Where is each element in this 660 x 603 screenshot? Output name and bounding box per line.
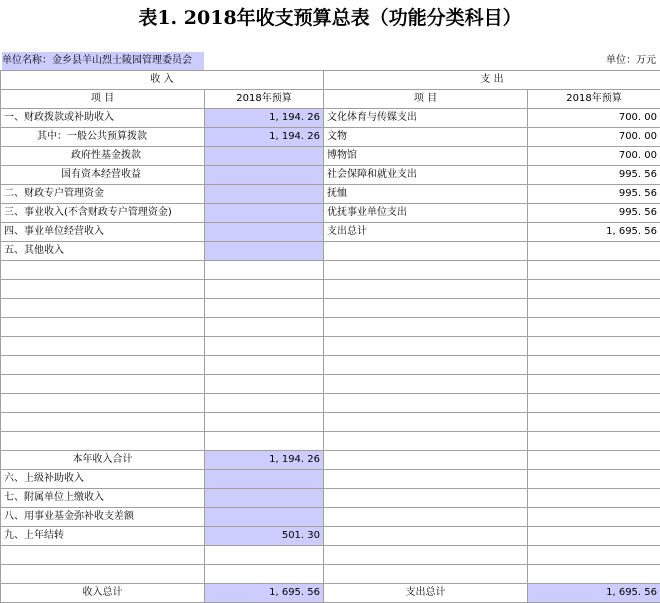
income-item-cell[interactable]: 九、上年结转 (1, 527, 205, 546)
empty-cell[interactable] (324, 318, 528, 337)
empty-cell[interactable] (1, 299, 205, 318)
section-header-row (1, 71, 660, 90)
table-row (1, 508, 660, 527)
empty-cell[interactable] (1, 337, 205, 356)
totals-row (1, 584, 660, 603)
empty-cell[interactable] (324, 565, 528, 584)
empty-cell[interactable] (528, 413, 660, 432)
empty-cell[interactable] (528, 508, 660, 527)
empty-row (1, 337, 660, 356)
empty-row (1, 356, 660, 375)
empty-row (1, 261, 660, 280)
income-value-cell[interactable]: 501. 30 (205, 527, 324, 546)
column-header-row (1, 90, 660, 109)
empty-cell[interactable] (324, 451, 528, 470)
income-item-header[interactable]: 项 目 (1, 90, 205, 109)
empty-cell[interactable] (1, 375, 205, 394)
empty-cell[interactable] (324, 489, 528, 508)
empty-cell[interactable] (324, 527, 528, 546)
expense-item-cell[interactable]: 文物 (324, 128, 528, 147)
empty-cell[interactable] (324, 337, 528, 356)
empty-cell[interactable] (1, 394, 205, 413)
income-value-cell[interactable]: 1, 194. 26 (205, 128, 324, 147)
expense-item-cell[interactable]: 社会保障和就业支出 (324, 166, 528, 185)
income-section-header[interactable]: 收 入 (1, 71, 324, 90)
table-row (1, 470, 660, 489)
table-row (1, 489, 660, 508)
income-subtotal-value[interactable]: 1, 194. 26 (205, 451, 324, 470)
income-value-cell[interactable] (205, 166, 324, 185)
expense-item-cell[interactable]: 抚恤 (324, 185, 528, 204)
income-item-cell[interactable]: 五、其他收入 (1, 242, 205, 261)
expense-item-cell[interactable] (324, 242, 528, 261)
empty-row (1, 546, 660, 565)
empty-cell[interactable] (1, 356, 205, 375)
empty-cell[interactable] (528, 299, 660, 318)
empty-cell[interactable] (528, 489, 660, 508)
table-row (1, 109, 660, 128)
expense-value-cell[interactable] (528, 242, 660, 261)
income-value-cell[interactable] (205, 147, 324, 166)
empty-cell[interactable] (528, 394, 660, 413)
expense-item-cell[interactable]: 优抚事业单位支出 (324, 204, 528, 223)
income-value-cell[interactable] (205, 185, 324, 204)
income-value-cell[interactable] (205, 204, 324, 223)
empty-cell[interactable] (205, 337, 324, 356)
income-item-cell[interactable]: 三、事业收入(不含财政专户管理资金) (1, 204, 205, 223)
table-row (1, 451, 660, 470)
empty-cell[interactable] (205, 356, 324, 375)
table-row (1, 204, 660, 223)
empty-cell[interactable] (1, 565, 205, 584)
income-subtotal-label[interactable]: 本年收入合计 (1, 451, 205, 470)
table-row (1, 223, 660, 242)
empty-cell[interactable] (528, 375, 660, 394)
empty-cell[interactable] (528, 565, 660, 584)
income-budget-header[interactable]: 2018年预算 (205, 90, 324, 109)
empty-cell[interactable] (528, 451, 660, 470)
income-item-cell[interactable]: 国有资本经营收益 (1, 166, 205, 185)
empty-cell[interactable] (205, 432, 324, 451)
empty-row (1, 280, 660, 299)
income-total-value[interactable]: 1, 695. 56 (205, 584, 324, 603)
income-item-cell[interactable]: 六、上级补助收入 (1, 470, 205, 489)
table-row (1, 147, 660, 166)
empty-cell[interactable] (1, 413, 205, 432)
empty-cell[interactable] (1, 261, 205, 280)
expense-value-cell[interactable]: 995. 56 (528, 185, 660, 204)
expense-value-cell[interactable]: 995. 56 (528, 166, 660, 185)
expense-value-cell[interactable]: 700. 00 (528, 128, 660, 147)
empty-cell[interactable] (1, 318, 205, 337)
empty-cell[interactable] (205, 413, 324, 432)
empty-cell[interactable] (324, 432, 528, 451)
empty-cell[interactable] (528, 261, 660, 280)
empty-row (1, 432, 660, 451)
income-item-cell[interactable]: 八、用事业基金弥补收支差额 (1, 508, 205, 527)
empty-cell[interactable] (324, 470, 528, 489)
empty-cell[interactable] (205, 318, 324, 337)
income-value-cell[interactable]: 1, 194. 26 (205, 109, 324, 128)
empty-cell[interactable] (1, 280, 205, 299)
empty-cell[interactable] (324, 299, 528, 318)
expense-section-header[interactable]: 支 出 (324, 71, 660, 90)
income-item-cell[interactable]: 其中：一般公共预算拨款 (1, 128, 205, 147)
income-item-cell[interactable]: 二、财政专户管理资金 (1, 185, 205, 204)
empty-cell[interactable] (205, 394, 324, 413)
expense-item-cell[interactable]: 支出总计 (324, 223, 528, 242)
empty-cell[interactable] (324, 280, 528, 299)
empty-cell[interactable] (205, 280, 324, 299)
income-value-cell[interactable] (205, 470, 324, 489)
expense-total-label[interactable]: 支出总计 (324, 584, 528, 603)
empty-row (1, 318, 660, 337)
income-total-label[interactable]: 收入总计 (1, 584, 205, 603)
empty-cell[interactable] (205, 546, 324, 565)
empty-cell[interactable] (528, 527, 660, 546)
empty-cell[interactable] (528, 546, 660, 565)
table-row (1, 185, 660, 204)
empty-cell[interactable] (205, 261, 324, 280)
empty-cell[interactable] (324, 546, 528, 565)
empty-cell[interactable] (205, 375, 324, 394)
empty-cell[interactable] (205, 299, 324, 318)
expense-total-value[interactable]: 1, 695. 56 (528, 584, 660, 603)
income-item-cell[interactable]: 七、附属单位上缴收入 (1, 489, 205, 508)
empty-cell[interactable] (324, 413, 528, 432)
empty-cell[interactable] (528, 280, 660, 299)
income-value-cell[interactable] (205, 508, 324, 527)
empty-row (1, 394, 660, 413)
empty-cell[interactable] (528, 337, 660, 356)
empty-cell[interactable] (324, 356, 528, 375)
expense-budget-header[interactable]: 2018年预算 (528, 90, 660, 109)
empty-cell[interactable] (528, 356, 660, 375)
empty-row (1, 375, 660, 394)
empty-cell[interactable] (324, 508, 528, 527)
empty-cell[interactable] (528, 318, 660, 337)
table-row (1, 242, 660, 261)
expense-value-cell[interactable]: 1, 695. 56 (528, 223, 660, 242)
unit-name-cell[interactable]: 单位名称：金乡县羊山烈士陵园管理委员会 (2, 52, 204, 70)
income-item-cell[interactable]: 政府性基金拨款 (1, 147, 205, 166)
expense-value-cell[interactable]: 995. 56 (528, 204, 660, 223)
empty-cell[interactable] (205, 565, 324, 584)
expense-value-cell[interactable]: 700. 00 (528, 147, 660, 166)
page-title: 表1. 2018年收支预算总表（功能分类科目） (0, 4, 660, 32)
table-row (1, 166, 660, 185)
empty-row (1, 413, 660, 432)
empty-cell[interactable] (324, 394, 528, 413)
income-value-cell[interactable] (205, 223, 324, 242)
income-value-cell[interactable] (205, 242, 324, 261)
income-item-cell[interactable]: 四、事业单位经营收入 (1, 223, 205, 242)
empty-cell[interactable] (324, 261, 528, 280)
expense-item-header[interactable]: 项 目 (324, 90, 528, 109)
empty-cell[interactable] (528, 432, 660, 451)
empty-row (1, 565, 660, 584)
empty-cell[interactable] (1, 546, 205, 565)
empty-cell[interactable] (324, 375, 528, 394)
income-value-cell[interactable] (205, 489, 324, 508)
unit-label: 单位：万元 (606, 52, 656, 70)
income-item-cell[interactable]: 一、财政拨款或补助收入 (1, 109, 205, 128)
empty-row (1, 299, 660, 318)
budget-table (0, 70, 660, 603)
expense-item-cell[interactable]: 博物馆 (324, 147, 528, 166)
expense-item-cell[interactable]: 文化体育与传媒支出 (324, 109, 528, 128)
table-row (1, 527, 660, 546)
table-row (1, 128, 660, 147)
empty-cell[interactable] (1, 432, 205, 451)
expense-value-cell[interactable]: 700. 00 (528, 109, 660, 128)
empty-cell[interactable] (528, 470, 660, 489)
